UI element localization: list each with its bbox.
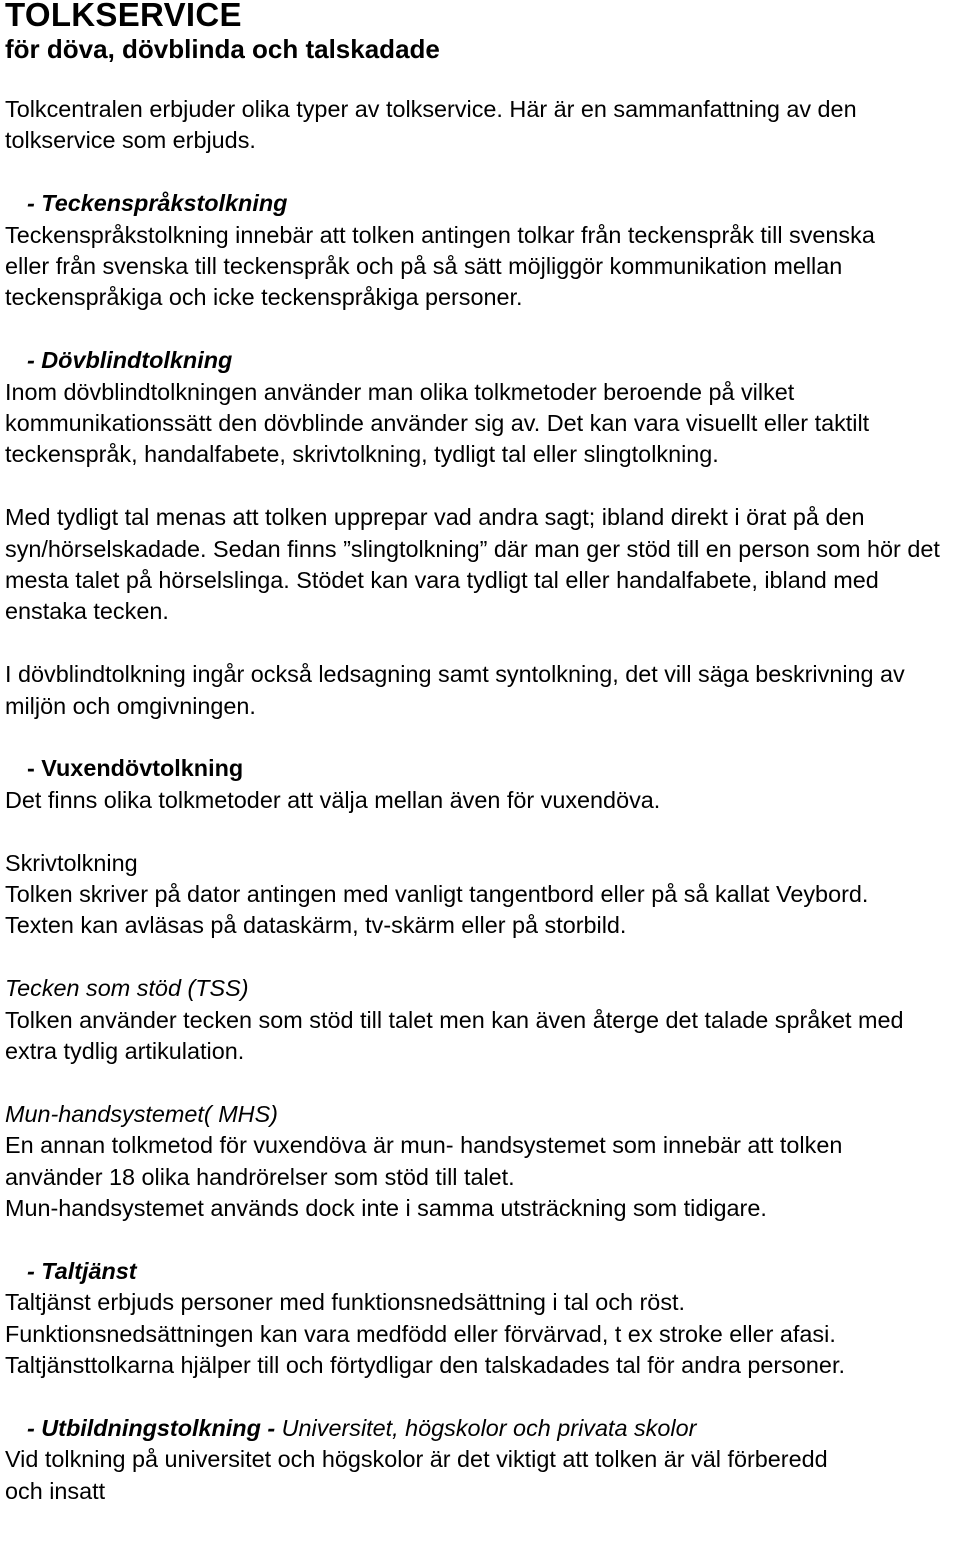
subheading-mhs: Mun-handsystemet( MHS) [5,1100,278,1127]
section-body-teckensprak: Teckenspråkstolkning innebär att tolken antingen tolkar från teckenspråk till svenska eller från svenska till teckenspråk och på så sätt möjliggör kommunikation mellan teckenspråkiga och icke teckenspråkiga personer. [5,221,875,311]
section-heading-talt: - Taltjänst [27,1257,137,1284]
section-body-dovblind-1: Inom dövblindtolkningen använder man olika tolkmetoder beroende på vilket kommunikationssätt den dövblinde använder sig av. Det kan vara visuellt eller taktilt teckenspråk, handalfabete, skrivtolkning, tydligt tal eller slingtolkning. [5,378,870,468]
body-mhs-1: En annan tolkmetod för vuxendöva är mun- handsystemet som innebär att tolken använder 18 olika handrörelser som stöd till talet. [5,1132,843,1190]
section-body-dovblind-2: Med tydligt tal menas att tolken upprepar vad andra sagt; ibland direkt i örat på den syn/hörselskadade. Sedan finns ”slingtolkning” där man ger stöd till en person som hör det mesta talet på hörselslinga. Stödet kan vara tydligt tal eller handalfabete, ibland med enstaka tecken. [5,504,940,625]
document-subtitle: för döva, dövblinda och talskadade [5,34,440,64]
subheading-tss: Tecken som stöd (TSS) [5,975,249,1002]
intro-paragraph: Tolkcentralen erbjuder olika typer av tolkservice. Här är en sammanfattning av den tolkservice som erbjuds. [5,96,857,154]
section-heading-teckensprak: - Teckenspråkstolkning [27,190,288,217]
section-body-utbildning: Vid tolkning på universitet och högskolor är det viktigt att tolken är väl förberedd och insatt [5,1446,828,1504]
section-heading-dovblind: - Dövblindtolkning [27,347,233,374]
section-body-talt-2: Funktionsnedsättningen kan vara medfödd eller förvärvad, t ex stroke eller afasi. Taltjänsttolkarna hjälper till och förtydligar den talskadades tal för andra personer. [5,1320,845,1379]
section-body-talt-1: Taltjänst erbjuds personer med funktionsnedsättning i tal och röst. [5,1289,686,1316]
document-title: TOLKSERVICE [5,0,242,33]
utbildning-heading-italic: Universitet, högskolor och privata skolor [275,1414,697,1441]
section-heading-utbildning [5,1413,955,1444]
section-heading-vuxendov: - Vuxendövtolkning [27,755,244,782]
utbildning-heading-bold: - Utbildningstolkning - [27,1414,276,1441]
body-mhs-2: Mun-handsystemet används dock inte i samma utsträckning som tidigare. [5,1195,767,1222]
section-body-vuxendov: Det finns olika tolkmetoder att välja mellan även för vuxendöva. [5,786,661,813]
document-page [5,0,955,1507]
subheading-skrivtolkning: Skrivtolkning [5,849,138,876]
section-body-dovblind-3: I dövblindtolkning ingår också ledsagning samt syntolkning, det vill säga beskrivning av miljön och omgivningen. [5,661,905,719]
body-tss: Tolken använder tecken som stöd till talet men kan även återge det talade språket med extra tydlig artikulation. [5,1006,904,1065]
body-skrivtolkning: Tolken skriver på dator antingen med vanligt tangentbord eller på så kallat Veybord. Texten kan avläsas på dataskärm, tv-skärm eller på storbild. [5,881,869,939]
